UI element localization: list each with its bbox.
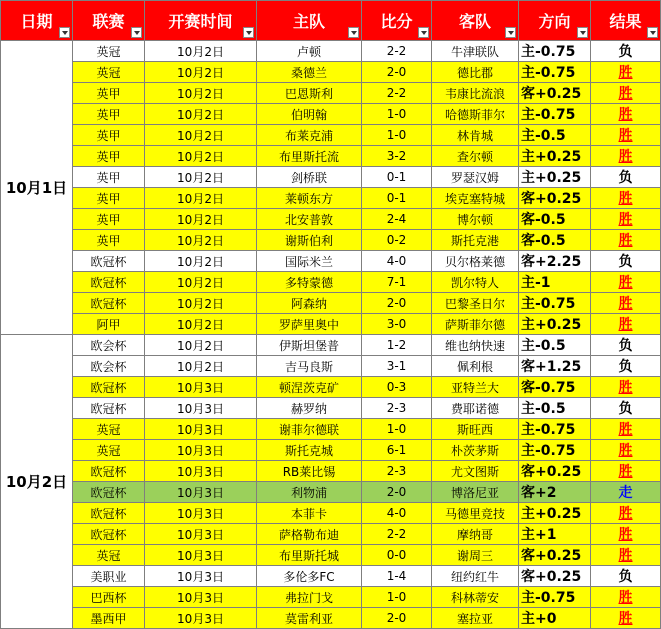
cell-home-team: 阿森纳 (257, 293, 362, 314)
cell-direction: 客+0.25 (519, 83, 591, 104)
cell-league: 欧冠杯 (73, 251, 145, 272)
cell-direction: 主-0.75 (519, 104, 591, 125)
date-cell: 10月2日 (1, 335, 73, 629)
cell-away-team: 凯尔特人 (432, 272, 519, 293)
cell-score: 0-1 (362, 167, 432, 188)
cell-direction: 主+0.25 (519, 503, 591, 524)
cell-league: 巴西杯 (73, 587, 145, 608)
cell-time: 10月2日 (145, 188, 257, 209)
cell-league: 英甲 (73, 188, 145, 209)
cell-away-team: 林肯城 (432, 125, 519, 146)
table-row (1, 356, 661, 377)
table-row (1, 524, 661, 545)
cell-score: 2-0 (362, 293, 432, 314)
cell-score: 2-2 (362, 83, 432, 104)
cell-home-team: 北安普敦 (257, 209, 362, 230)
cell-result: 负 (591, 41, 661, 62)
cell-score: 1-4 (362, 566, 432, 587)
cell-result: 胜 (591, 587, 661, 608)
cell-direction: 客+2 (519, 482, 591, 503)
cell-score: 2-3 (362, 398, 432, 419)
cell-away-team: 博尔顿 (432, 209, 519, 230)
table-row (1, 503, 661, 524)
cell-score: 2-0 (362, 482, 432, 503)
cell-time: 10月3日 (145, 482, 257, 503)
cell-away-team: 马德里竞技 (432, 503, 519, 524)
cell-result: 负 (591, 251, 661, 272)
cell-result: 胜 (591, 293, 661, 314)
cell-result: 胜 (591, 524, 661, 545)
table-row (1, 251, 661, 272)
cell-direction: 主-0.5 (519, 335, 591, 356)
cell-league: 英冠 (73, 41, 145, 62)
table-row (1, 209, 661, 230)
cell-league: 英甲 (73, 209, 145, 230)
cell-away-team: 亚特兰大 (432, 377, 519, 398)
cell-result: 胜 (591, 230, 661, 251)
cell-league: 英冠 (73, 419, 145, 440)
cell-league: 欧冠杯 (73, 398, 145, 419)
cell-away-team: 尤文图斯 (432, 461, 519, 482)
table-row (1, 167, 661, 188)
cell-time: 10月3日 (145, 545, 257, 566)
cell-home-team: 桑德兰 (257, 62, 362, 83)
col-header-date: 日期 (1, 1, 73, 41)
cell-result: 胜 (591, 314, 661, 335)
cell-result: 胜 (591, 377, 661, 398)
cell-league: 欧冠杯 (73, 482, 145, 503)
cell-away-team: 德比郡 (432, 62, 519, 83)
cell-away-team: 罗瑟汉姆 (432, 167, 519, 188)
cell-time: 10月2日 (145, 146, 257, 167)
cell-score: 2-4 (362, 209, 432, 230)
cell-home-team: 弗拉门戈 (257, 587, 362, 608)
cell-league: 欧冠杯 (73, 272, 145, 293)
cell-time: 10月2日 (145, 251, 257, 272)
cell-score: 4-0 (362, 503, 432, 524)
cell-direction: 客+1.25 (519, 356, 591, 377)
cell-league: 英甲 (73, 83, 145, 104)
table-row (1, 608, 661, 629)
cell-time: 10月2日 (145, 167, 257, 188)
cell-score: 0-2 (362, 230, 432, 251)
cell-score: 2-0 (362, 62, 432, 83)
table-row (1, 62, 661, 83)
cell-direction: 主-0.5 (519, 398, 591, 419)
cell-time: 10月2日 (145, 83, 257, 104)
cell-away-team: 摩纳哥 (432, 524, 519, 545)
cell-league: 欧冠杯 (73, 524, 145, 545)
cell-time: 10月2日 (145, 62, 257, 83)
cell-away-team: 牛津联队 (432, 41, 519, 62)
cell-time: 10月2日 (145, 230, 257, 251)
filter-dropdown-icon[interactable] (505, 27, 516, 38)
cell-time: 10月2日 (145, 272, 257, 293)
cell-league: 墨西甲 (73, 608, 145, 629)
cell-result: 胜 (591, 503, 661, 524)
cell-score: 3-0 (362, 314, 432, 335)
cell-result: 走 (591, 482, 661, 503)
cell-league: 欧冠杯 (73, 293, 145, 314)
cell-league: 英甲 (73, 104, 145, 125)
cell-score: 7-1 (362, 272, 432, 293)
table-row (1, 188, 661, 209)
cell-home-team: 利物浦 (257, 482, 362, 503)
table-row (1, 587, 661, 608)
col-header-direction: 方向 (519, 1, 591, 41)
cell-time: 10月2日 (145, 335, 257, 356)
table-row (1, 125, 661, 146)
cell-time: 10月2日 (145, 314, 257, 335)
cell-home-team: 罗萨里奥中 (257, 314, 362, 335)
filter-dropdown-icon[interactable] (131, 27, 142, 38)
cell-direction: 客+0.25 (519, 188, 591, 209)
cell-home-team: 谢斯伯利 (257, 230, 362, 251)
cell-score: 1-0 (362, 125, 432, 146)
cell-score: 2-0 (362, 608, 432, 629)
cell-away-team: 贝尔格莱德 (432, 251, 519, 272)
cell-result: 负 (591, 335, 661, 356)
table-row (1, 335, 661, 356)
col-header-result: 结果 (591, 1, 661, 41)
cell-away-team: 埃克塞特城 (432, 188, 519, 209)
col-header-home: 主队 (257, 1, 362, 41)
cell-result: 负 (591, 566, 661, 587)
cell-away-team: 纽约红牛 (432, 566, 519, 587)
cell-result: 胜 (591, 104, 661, 125)
cell-league: 欧会杯 (73, 335, 145, 356)
cell-score: 0-1 (362, 188, 432, 209)
cell-home-team: 顿涅茨克矿 (257, 377, 362, 398)
cell-league: 美职业 (73, 566, 145, 587)
table-row (1, 419, 661, 440)
cell-direction: 主-1 (519, 272, 591, 293)
cell-home-team: 多伦多FC (257, 566, 362, 587)
cell-result: 胜 (591, 461, 661, 482)
cell-direction: 客-0.75 (519, 377, 591, 398)
cell-time: 10月2日 (145, 125, 257, 146)
cell-home-team: 萨格勒布迪 (257, 524, 362, 545)
date-cell: 10月1日 (1, 41, 73, 335)
cell-away-team: 斯托克港 (432, 230, 519, 251)
table-row (1, 545, 661, 566)
cell-league: 欧冠杯 (73, 503, 145, 524)
cell-direction: 客+0.25 (519, 545, 591, 566)
cell-score: 1-0 (362, 587, 432, 608)
cell-result: 负 (591, 398, 661, 419)
cell-league: 英甲 (73, 146, 145, 167)
cell-time: 10月2日 (145, 41, 257, 62)
cell-home-team: 剑桥联 (257, 167, 362, 188)
cell-direction: 客-0.5 (519, 230, 591, 251)
filter-dropdown-icon[interactable] (647, 27, 658, 38)
cell-home-team: 布莱克浦 (257, 125, 362, 146)
cell-league: 英甲 (73, 230, 145, 251)
table-row (1, 83, 661, 104)
cell-away-team: 科林蒂安 (432, 587, 519, 608)
cell-direction: 主-0.75 (519, 293, 591, 314)
col-header-league: 联赛 (73, 1, 145, 41)
cell-league: 英甲 (73, 125, 145, 146)
cell-away-team: 萨斯菲尔德 (432, 314, 519, 335)
table-row (1, 146, 661, 167)
cell-away-team: 巴黎圣日尔 (432, 293, 519, 314)
cell-time: 10月2日 (145, 209, 257, 230)
cell-away-team: 塞拉亚 (432, 608, 519, 629)
cell-home-team: 巴恩斯利 (257, 83, 362, 104)
cell-home-team: 国际米兰 (257, 251, 362, 272)
table-row (1, 272, 661, 293)
table-row (1, 104, 661, 125)
cell-league: 阿甲 (73, 314, 145, 335)
cell-away-team: 谢周三 (432, 545, 519, 566)
cell-result: 胜 (591, 608, 661, 629)
cell-away-team: 费耶诺德 (432, 398, 519, 419)
cell-direction: 主-0.75 (519, 62, 591, 83)
cell-result: 负 (591, 356, 661, 377)
cell-direction: 主+0.25 (519, 167, 591, 188)
cell-home-team: RB莱比锡 (257, 461, 362, 482)
cell-result: 胜 (591, 188, 661, 209)
cell-time: 10月3日 (145, 377, 257, 398)
cell-time: 10月3日 (145, 503, 257, 524)
cell-direction: 客+0.25 (519, 566, 591, 587)
table-row (1, 482, 661, 503)
cell-direction: 主-0.5 (519, 125, 591, 146)
cell-direction: 客-0.5 (519, 209, 591, 230)
cell-time: 10月3日 (145, 608, 257, 629)
cell-score: 3-2 (362, 146, 432, 167)
cell-result: 胜 (591, 209, 661, 230)
cell-league: 英冠 (73, 440, 145, 461)
table-row (1, 293, 661, 314)
cell-home-team: 吉马良斯 (257, 356, 362, 377)
cell-time: 10月3日 (145, 419, 257, 440)
cell-score: 2-2 (362, 524, 432, 545)
cell-away-team: 博洛尼亚 (432, 482, 519, 503)
filter-dropdown-icon[interactable] (418, 27, 429, 38)
cell-league: 欧会杯 (73, 356, 145, 377)
cell-away-team: 查尔顿 (432, 146, 519, 167)
cell-result: 胜 (591, 62, 661, 83)
table-row (1, 566, 661, 587)
cell-league: 英冠 (73, 62, 145, 83)
cell-home-team: 多特蒙德 (257, 272, 362, 293)
cell-home-team: 伊斯坦堡普 (257, 335, 362, 356)
col-header-time: 开赛时间 (145, 1, 257, 41)
col-header-away: 客队 (432, 1, 519, 41)
cell-result: 胜 (591, 419, 661, 440)
table-row (1, 377, 661, 398)
cell-home-team: 布里斯托流 (257, 146, 362, 167)
filter-dropdown-icon[interactable] (577, 27, 588, 38)
table-row (1, 314, 661, 335)
cell-score: 0-3 (362, 377, 432, 398)
cell-score: 0-0 (362, 545, 432, 566)
cell-score: 3-1 (362, 356, 432, 377)
cell-result: 胜 (591, 125, 661, 146)
cell-league: 英冠 (73, 545, 145, 566)
cell-time: 10月3日 (145, 440, 257, 461)
cell-away-team: 哈德斯菲尔 (432, 104, 519, 125)
cell-home-team: 卢顿 (257, 41, 362, 62)
cell-away-team: 维也纳快速 (432, 335, 519, 356)
cell-result: 胜 (591, 272, 661, 293)
cell-away-team: 佩利根 (432, 356, 519, 377)
cell-home-team: 布里斯托城 (257, 545, 362, 566)
cell-score: 1-0 (362, 419, 432, 440)
cell-home-team: 莫雷利亚 (257, 608, 362, 629)
cell-score: 1-2 (362, 335, 432, 356)
cell-time: 10月3日 (145, 587, 257, 608)
cell-time: 10月3日 (145, 524, 257, 545)
cell-direction: 主-0.75 (519, 587, 591, 608)
cell-score: 4-0 (362, 251, 432, 272)
cell-result: 胜 (591, 440, 661, 461)
col-header-score: 比分 (362, 1, 432, 41)
cell-time: 10月2日 (145, 356, 257, 377)
cell-direction: 客+0.25 (519, 461, 591, 482)
cell-direction: 主+0 (519, 608, 591, 629)
cell-away-team: 斯旺西 (432, 419, 519, 440)
cell-score: 2-2 (362, 41, 432, 62)
cell-direction: 主+0.25 (519, 146, 591, 167)
cell-result: 胜 (591, 545, 661, 566)
filter-dropdown-icon[interactable] (348, 27, 359, 38)
cell-league: 欧冠杯 (73, 377, 145, 398)
cell-home-team: 莱顿东方 (257, 188, 362, 209)
cell-direction: 主+0.25 (519, 314, 591, 335)
cell-direction: 主-0.75 (519, 41, 591, 62)
cell-league: 英甲 (73, 167, 145, 188)
cell-home-team: 本菲卡 (257, 503, 362, 524)
cell-home-team: 谢菲尔德联 (257, 419, 362, 440)
cell-score: 2-3 (362, 461, 432, 482)
cell-away-team: 韦康比流浪 (432, 83, 519, 104)
table-row (1, 440, 661, 461)
cell-time: 10月3日 (145, 398, 257, 419)
cell-home-team: 斯托克城 (257, 440, 362, 461)
table-row (1, 398, 661, 419)
cell-score: 1-0 (362, 104, 432, 125)
table-row (1, 230, 661, 251)
cell-home-team: 伯明翰 (257, 104, 362, 125)
cell-league: 欧冠杯 (73, 461, 145, 482)
cell-time: 10月3日 (145, 461, 257, 482)
header-row (1, 1, 661, 41)
filter-dropdown-icon[interactable] (59, 27, 70, 38)
cell-result: 负 (591, 167, 661, 188)
cell-result: 胜 (591, 83, 661, 104)
filter-dropdown-icon[interactable] (243, 27, 254, 38)
cell-result: 胜 (591, 146, 661, 167)
table-row (1, 461, 661, 482)
cell-away-team: 朴茨茅斯 (432, 440, 519, 461)
cell-home-team: 赫罗纳 (257, 398, 362, 419)
cell-time: 10月3日 (145, 566, 257, 587)
cell-direction: 客+2.25 (519, 251, 591, 272)
cell-time: 10月2日 (145, 293, 257, 314)
cell-direction: 主+1 (519, 524, 591, 545)
table-row (1, 41, 661, 62)
cell-time: 10月2日 (145, 104, 257, 125)
cell-direction: 主-0.75 (519, 440, 591, 461)
cell-score: 6-1 (362, 440, 432, 461)
cell-direction: 主-0.75 (519, 419, 591, 440)
